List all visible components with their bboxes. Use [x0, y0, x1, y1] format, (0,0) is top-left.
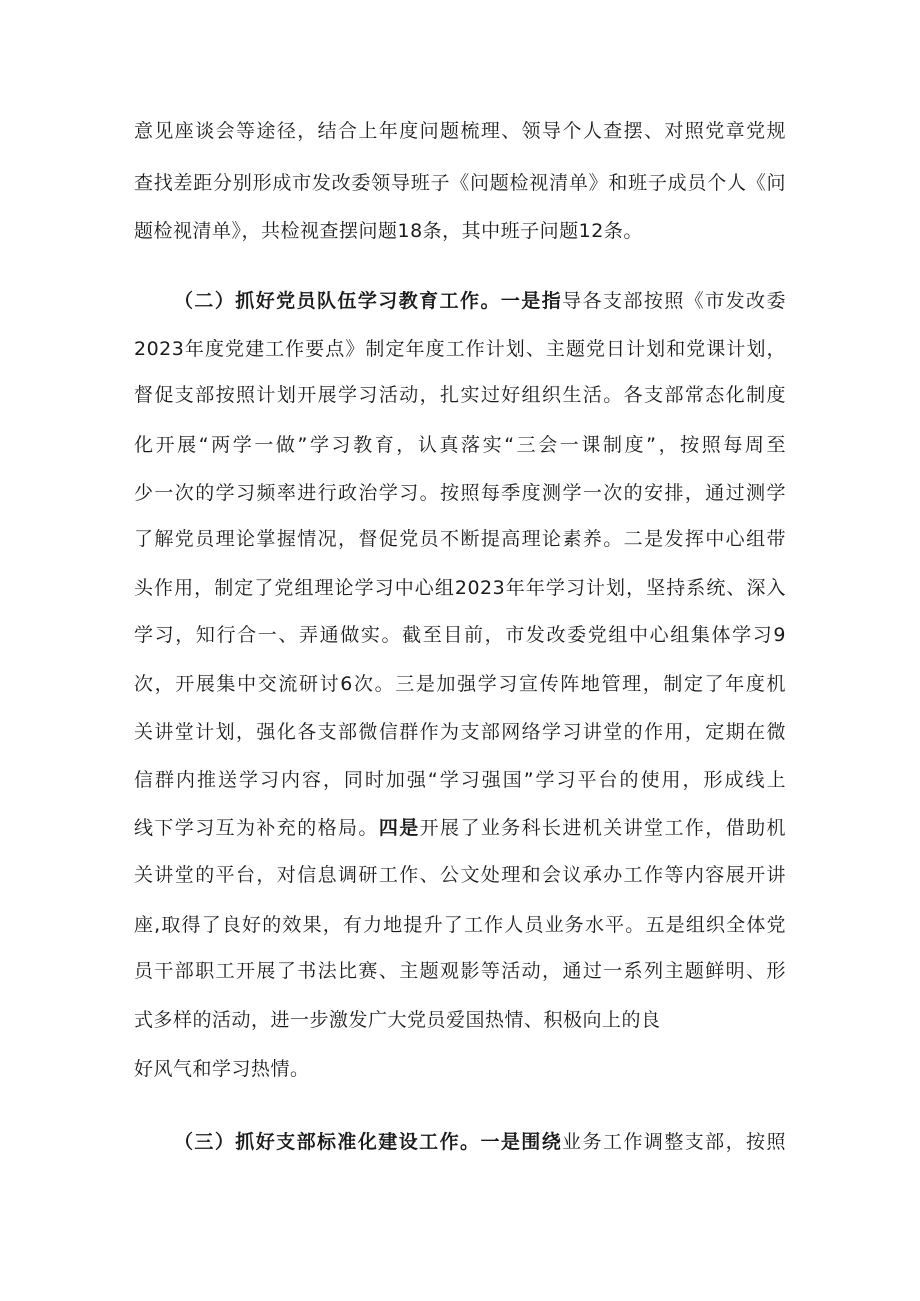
paragraph-2-line-3: 督促支部按照计划开展学习活动，扎实过好组织生活。各支部常态化制度: [134, 384, 786, 406]
paragraph-2-line-11: 信群内推送学习内容，同时加强“学习强国”学习平台的使用，形成线上: [134, 769, 786, 791]
section-2-first-line-rest: 导各支部按照《市发改委: [562, 290, 786, 312]
paragraph-2-line-6: 了解党员理论掌握情况，督促党员不断提高理论素养。二是发挥中心组带: [134, 528, 786, 550]
paragraph-1-line-1: 意见座谈会等途径，结合上年度问题梳理、领导个人查摆、对照党章党规: [134, 120, 786, 142]
section-heading-2: （二）抓好党员队伍学习教育工作。: [174, 290, 501, 312]
section-2-line-12-pre: 线下学习互为补充的格局。: [134, 817, 379, 839]
section-heading-3: （三）抓好支部标准化建设工作。: [174, 1131, 481, 1153]
paragraph-2-line-14: 座,取得了良好的效果，有力地提升了工作人员业务水平。五是组织全体党: [134, 914, 786, 936]
paragraph-2-line-7: 头作用，制定了党组理论学习中心组2023年年学习计划，坚持系统、深入: [134, 577, 786, 599]
paragraph-2-line-10: 关讲堂计划，强化各支部微信群作为支部网络学习讲堂的作用，定期在微: [134, 721, 786, 743]
section-2-lead: 一是指: [500, 290, 563, 312]
paragraph-2-line-8: 学习，知行合一、弄通做实。截至目前，市发改委党组中心组集体学习9: [134, 624, 786, 646]
section-2-line-12-post: 开展了业务科长进机关讲堂工作，借助机: [419, 817, 786, 839]
section-3-first-line-rest: 业务工作调整支部，按照: [562, 1131, 786, 1153]
paragraph-3-line-1: [174, 1129, 786, 1155]
paragraph-2-line-17: 好风气和学习热情。: [134, 1058, 310, 1080]
section-2-point-four: 四是: [378, 817, 420, 839]
paragraph-2-line-15: 员干部职工开展了书法比赛、主题观影等活动，通过一系列主题鲜明、形: [134, 960, 786, 982]
paragraph-2-line-5: 少一次的学习频率进行政治学习。按照每季度测学一次的安排，通过测学: [134, 482, 786, 504]
paragraph-2-line-2: 2023年度党建工作要点》制定年度工作计划、主题党日计划和党课计划，: [134, 338, 786, 360]
paragraph-2-line-1: [174, 288, 786, 314]
paragraph-2-line-13: 关讲堂的平台，对信息调研工作、公文处理和会议承办工作等内容展开讲: [134, 864, 786, 886]
paragraph-1-line-2: 查找差距分别形成市发改委领导班子《问题检视清单》和班子成员个人《问: [134, 172, 786, 194]
section-3-lead: 一是围绕: [480, 1131, 563, 1153]
paragraph-2-line-12: [134, 815, 786, 841]
paragraph-2-line-16: 式多样的活动，进一步激发广大党员爱国热情、积极向上的良: [134, 1009, 661, 1031]
paragraph-2-line-4: 化开展“两学一做”学习教育，认真落实“三会一课制度”，按照每周至: [134, 434, 786, 456]
paragraph-1-line-3: 题检视清单》，共检视查摆问题18条，其中班子问题12条。: [134, 220, 643, 242]
paragraph-2-line-9: 次，开展集中交流研讨6次。三是加强学习宣传阵地管理，制定了年度机: [134, 673, 786, 695]
